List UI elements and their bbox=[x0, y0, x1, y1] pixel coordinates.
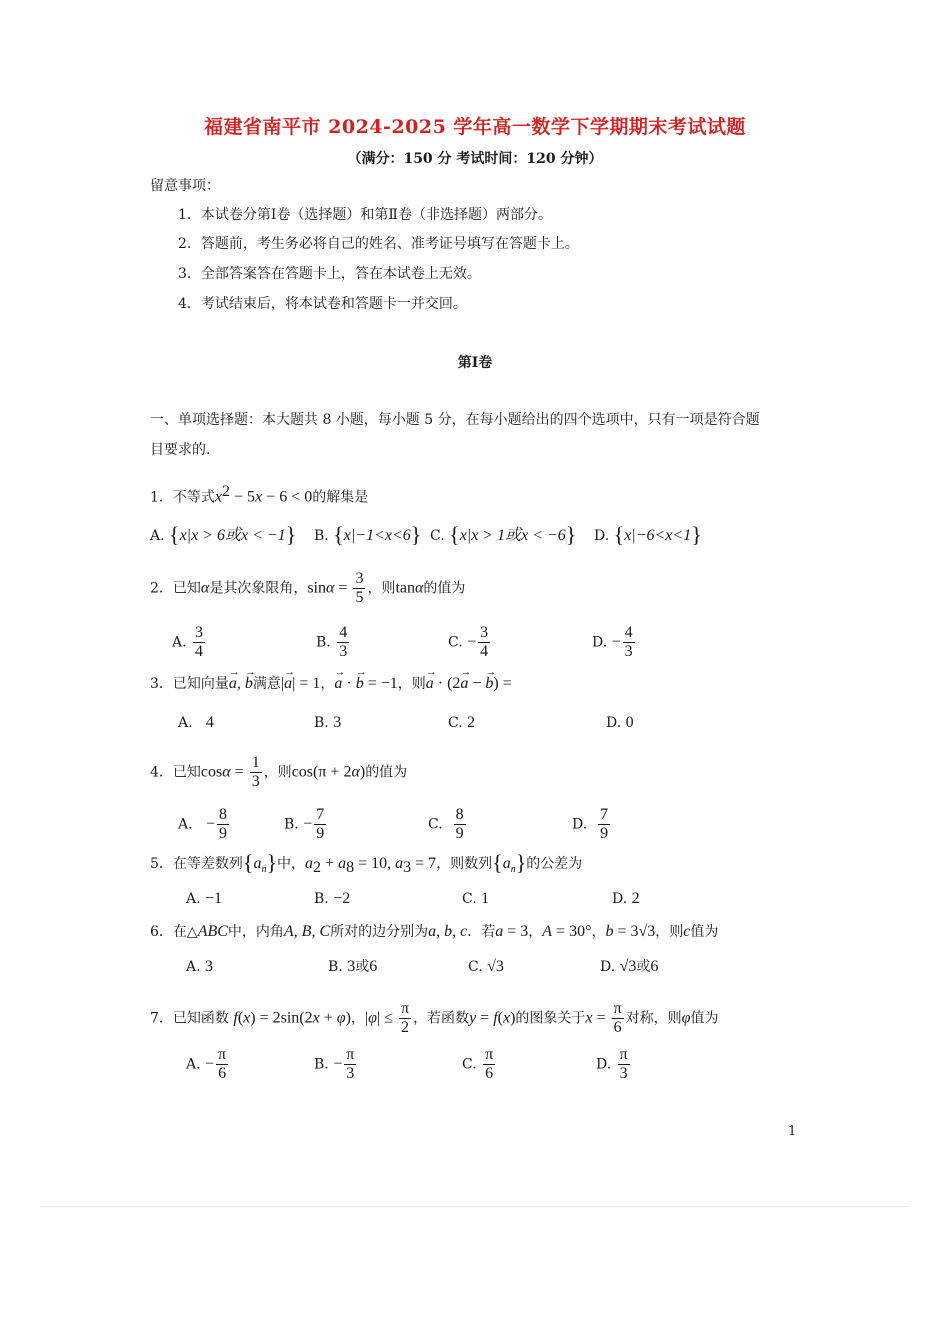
part1-instructions-line1: 一、单项选择题：本大题共 8 小题，每小题 5 分，在每小题给出的四个选项中，只有一项是符合题 bbox=[150, 412, 760, 428]
q2-option-a[interactable]: A. $\frac{3}{4}$ bbox=[172, 624, 204, 660]
q6-option-b[interactable]: B. 3或6 bbox=[328, 958, 378, 975]
note-item-1: 1．本试卷分第Ⅰ卷（选择题）和第Ⅱ卷（非选择题）两部分。 bbox=[178, 207, 552, 223]
q6-option-d[interactable]: D. √3或6 bbox=[600, 958, 659, 975]
q7-option-b[interactable]: B. − $\frac{\pi}{3}$ bbox=[314, 1046, 355, 1082]
q3-option-c[interactable]: C. 2 bbox=[448, 714, 476, 731]
q6-option-c[interactable]: C. √3 bbox=[468, 958, 504, 975]
q2-option-c[interactable]: C. − $\frac{3}{4}$ bbox=[448, 624, 489, 660]
q7-option-c[interactable]: C. $\frac{\pi}{6}$ bbox=[462, 1046, 494, 1082]
question-2: 2．已知α是其次象限角，sinα = $\frac{3}{5}$ ，则tanα的值为 bbox=[150, 570, 466, 606]
q2-option-d[interactable]: D. − $\frac{4}{3}$ bbox=[592, 624, 633, 660]
q2-option-b[interactable]: B. $\frac{4}{3}$ bbox=[316, 624, 348, 660]
question-3: 3．已知向量→ a, → b满意|→ a| = 1，→ a · → b = −1，则→ a · (2→ a − → b) = bbox=[150, 674, 512, 694]
exam-title: 福建省南平市 2024-2025 学年高一数学下学期期末考试试题 bbox=[204, 116, 746, 138]
note-item-2: 2．答题前，考生务必将自己的姓名、准考证号填写在答题卡上。 bbox=[178, 236, 579, 252]
question-1: 1．不等式$x^2 - 5x - 6 < 0$的解集是 bbox=[150, 483, 369, 506]
part1-instructions-line2: 目要求的. bbox=[150, 442, 211, 458]
q7-option-d[interactable]: D. $\frac{\pi}{3}$ bbox=[596, 1046, 628, 1082]
q4-option-b[interactable]: B. − $\frac{7}{9}$ bbox=[284, 806, 325, 842]
q1-option-d[interactable]: D. {x|−6<x<1} bbox=[594, 522, 702, 547]
question-6: 6．在△ABC中，内角A, B, C所对的边分别为a, b, c．若a = 3，A = 30°，b = 3√3，则c值为 bbox=[150, 923, 719, 940]
q1-option-a[interactable]: A. {x|x > 6或x < −1} bbox=[150, 522, 297, 547]
question-5: 5．在等差数列$\{a_n\}$中，$a_2 + a_8 = 10$, $a_3 = 7$，则数列$\{a_n\}$的公差为 bbox=[150, 850, 583, 876]
q3-option-d[interactable]: D. 0 bbox=[606, 714, 634, 731]
note-item-3: 3．全部答案答在答题卡上，答在本试卷上无效。 bbox=[178, 266, 481, 282]
q5-option-d[interactable]: D. 2 bbox=[612, 890, 640, 907]
question-4: 4．已知cosα = $\frac{1}{3}$ ，则cos(π + 2α)的值为 bbox=[150, 754, 408, 790]
q4-option-d[interactable]: D. $\frac{7}{9}$ bbox=[572, 806, 609, 842]
q7-option-a[interactable]: A. − $\frac{\pi}{6}$ bbox=[186, 1046, 227, 1082]
note-item-4: 4．考试结束后，将本试卷和答题卡一并交回。 bbox=[178, 296, 467, 312]
q3-option-a[interactable]: A. 4 bbox=[178, 714, 214, 731]
q6-option-a[interactable]: A. 3 bbox=[186, 958, 214, 975]
footer-divider bbox=[40, 1206, 910, 1207]
notes-heading: 留意事项： bbox=[150, 178, 220, 194]
exam-subtitle: （满分：150 分 考试时间：120 分钟） bbox=[347, 151, 603, 167]
q1-option-b[interactable]: B. {x|−1<x<6} bbox=[314, 522, 422, 547]
q5-option-a[interactable]: A. −1 bbox=[186, 890, 223, 907]
q3-option-b[interactable]: B. 3 bbox=[314, 714, 342, 731]
q4-option-a[interactable]: A. − $\frac{8}{9}$ bbox=[178, 806, 227, 842]
section-title: 第Ⅰ卷 bbox=[457, 355, 493, 371]
q1-option-c[interactable]: C. {x|x > 1或x < −6} bbox=[430, 522, 577, 547]
page-number: 1 bbox=[788, 1124, 797, 1139]
question-7: 7．已知函数 f(x) = 2sin(2x + φ)，|φ| ≤ $\frac{\pi}{2}$ ，若函数y = f(x)的图象关于x = $\frac{\pi}{6}$ 对称，则φ值为 bbox=[150, 1000, 719, 1036]
q5-option-b[interactable]: B. −2 bbox=[314, 890, 351, 907]
q5-option-c[interactable]: C. 1 bbox=[462, 890, 490, 907]
q4-option-c[interactable]: C. $\frac{8}{9}$ bbox=[428, 806, 464, 842]
